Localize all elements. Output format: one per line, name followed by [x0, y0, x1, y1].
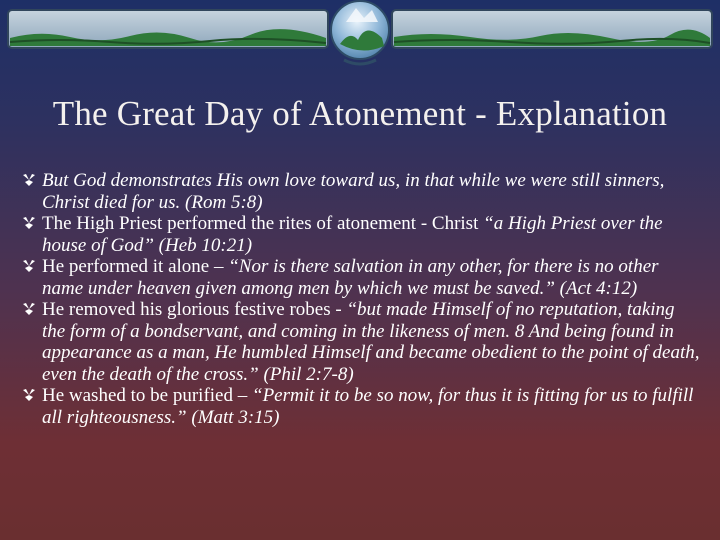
bullet-quote: “but made Himself of no reputation, taking the form of a bondservant, and coming in the likeness of men. 8 And being found in appearance as a man, He humbled Himself and became obedient to the point of death, even the death of the cross.” (Phil 2:7-8) — [42, 299, 700, 385]
globe-icon — [331, 1, 389, 64]
bullet-item — [22, 170, 702, 213]
bullet-statement: The High Priest performed the rites of atonement - Christ — [42, 213, 484, 234]
diamond-bullet-icon — [22, 259, 36, 273]
slide-title: The Great Day of Atonement - Explanation — [52, 94, 668, 133]
right-banner-panel — [392, 10, 712, 48]
bullet-text — [42, 385, 702, 428]
bullet-quote: “Nor is there salvation in any other, for there is no other name under heaven given among men by which we must be saved.” (Act 4:12) — [42, 256, 659, 299]
bullet-item — [22, 385, 702, 428]
bullet-item — [22, 299, 702, 385]
bullet-quote: “Permit it to be so now, for thus it is fitting for us to fulfill all righteousness.” (Matt 3:15) — [42, 385, 694, 428]
bullet-list — [22, 170, 702, 428]
bullet-text — [42, 256, 702, 299]
bullet-item — [22, 213, 702, 256]
bullet-quote: But God demonstrates His own love toward us, in that while we were still sinners, Christ died for us. (Rom 5:8) — [42, 170, 665, 213]
decorative-banner — [0, 0, 720, 70]
left-banner-panel — [8, 10, 328, 48]
bullet-text — [42, 299, 702, 385]
bullet-text — [42, 213, 702, 256]
diamond-bullet-icon — [22, 388, 36, 402]
bullet-statement: He washed to be purified – — [42, 385, 252, 406]
bullet-text — [42, 170, 702, 213]
diamond-bullet-icon — [22, 216, 36, 230]
diamond-bullet-icon — [22, 173, 36, 187]
bullet-statement: He removed his glorious festive robes - — [42, 299, 347, 320]
bullet-quote: “a High Priest over the house of God” (Heb 10:21) — [42, 213, 663, 256]
bullet-statement: He performed it alone – — [42, 256, 229, 277]
diamond-bullet-icon — [22, 302, 36, 316]
bullet-item — [22, 256, 702, 299]
